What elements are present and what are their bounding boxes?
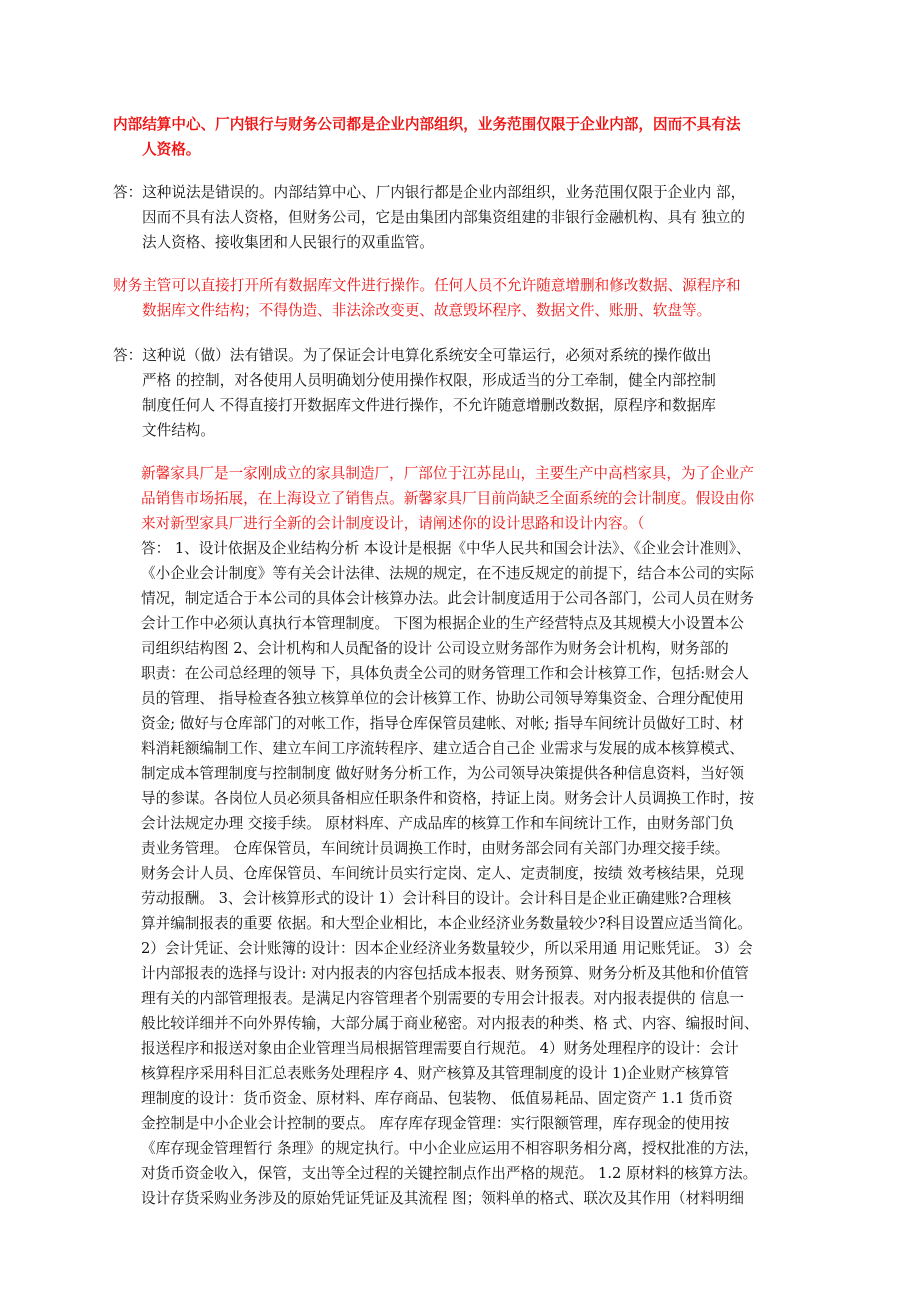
case-answer-line: 料消耗额编制工作、建立车间工序流转程序、建立适合自己企 业需求与发展的成本核算模式、 bbox=[141, 740, 744, 757]
case-answer-line: 核算程序采用科目汇总表账务处理程序 4、财产核算及其管理制度的设计 1)企业财产核算管 bbox=[141, 1065, 730, 1082]
case-answer-line: 情况，制定适合于本公司的具体会计核算办法。此会计制度适用于公司各部门，公司人员在财务 bbox=[141, 590, 754, 607]
case-answer-line: 《小企业会计制度》等有关会计法律、法规的规定，在不违反规定的前提下，结合本公司的实际 bbox=[141, 565, 754, 582]
case-answer-line: 会计工作中必须认真执行本管理制度。 下图为根据企业的生产经营特点及其规模大小设置本公 bbox=[141, 615, 744, 632]
case-answer-line: 理有关的内部管理报表。是满足内容管理者个别需要的专用会计报表。对内报表提供的 信息一 bbox=[141, 990, 744, 1007]
answer-2-line: 答：这种说（做）法有错误。为了保证会计电算化系统安全可靠运行，必须对系统的操作做出 bbox=[113, 347, 712, 364]
case-answer-line: 制定成本管理制度与控制制度 做好财务分析工作，为公司领导决策提供各种信息资料，当好领 bbox=[141, 765, 744, 782]
question-2 bbox=[113, 273, 803, 323]
case-question-line: 来对新型家具厂进行全新的会计制度设计，请阐述你的设计思路和设计内容。（ bbox=[141, 515, 645, 532]
answer-2-line: 制度任何人 不得直接打开数据库文件进行操作，不允许随意增删改数据，原程序和数据库 bbox=[142, 397, 716, 414]
case-answer-line: 报送程序和报送对象由企业管理当局根据管理需要自行规范。 4）财务处理程序的设计：会计 bbox=[141, 1040, 739, 1057]
answer-1-line: 答：这种说法是错误的。内部结算中心、厂内银行都是企业内部组织，业务范围仅限于企业内 部， bbox=[113, 184, 746, 201]
case-answer-line: 设计存货采购业务涉及的原始凭证凭证及其流程 图；领料单的格式、联次及其作用（材料明细 bbox=[141, 1190, 744, 1207]
case-answer-line: 答： 1、设计依据及企业结构分析 本设计是根据《中华人民共和国会计法》、《企业会计准则》、 bbox=[141, 540, 751, 557]
case-answer-line: 算并编制报表的重要 依据。和大型企业相比，本企业经济业务数量较少?科目设置应适当简化。 bbox=[141, 915, 752, 932]
case-answer-line: 员的管理、 指导检查各独立核算单位的会计核算工作、协助公司领导筹集资金、合理分配使用 bbox=[141, 690, 744, 707]
case-answer-line: 对货币资金收入，保管，支出等全过程的关键控制点作出严格的规范。 1.2 原材料的核算方法。 bbox=[141, 1165, 758, 1182]
case-answer-line: 财务会计人员、仓库保管员、车间统计员实行定岗、定人、定责制度，按绩 效考核结果，兑现 bbox=[141, 865, 744, 882]
question-2-line: 财务主管可以直接打开所有数据库文件进行操作。任何人员不允许随意增删和修改数据、源程序和 bbox=[113, 277, 741, 294]
case-answer-line: 司组织结构图 2、会计机构和人员配备的设计 公司设立财务部作为财务会计机构，财务部的 bbox=[141, 640, 729, 657]
case-answer-line: 般比较详细并不向外界传输，大部分属于商业秘密。对内报表的种类、格 式、内容、编报时间、 bbox=[141, 1015, 759, 1032]
question-2-line: 数据库文件结构；不得伪造、非法涂改变更、故意毁坏程序、数据文件、账册、软盘等。 bbox=[142, 302, 712, 319]
case-answer-line: 职责：在公司总经理的领导 下，具体负责全公司的财务管理工作和会计核算工作，包括:财会人 bbox=[141, 665, 749, 682]
case-answer-line: 资金; 做好与仓库部门的对帐工作，指导仓库保管员建帐、对帐; 指导车间统计员做好工时、材 bbox=[141, 715, 744, 732]
case-answer-line: 计内部报表的选择与设计: 对内报表的内容包括成本报表、财务预算、财务分析及其他和价值管 bbox=[141, 965, 749, 982]
case-answer-line: 2）会计凭证、会计账簿的设计：因本企业经济业务数量较少，所以采用通 用记账凭证。 3）会 bbox=[141, 940, 753, 957]
case-answer-line: 《库存现金管理暂行 条理》的规定执行。中小企业应运用不相容职务相分离，授权批准的方法， bbox=[141, 1140, 759, 1157]
case-answer-line: 劳动报酬。 3、会计核算形式的设计 1）会计科目的设计。会计科目是企业正确建账?合理核 bbox=[141, 890, 732, 907]
case-question-line: 品销售市场拓展，在上海设立了销售点。新馨家具厂目前尚缺乏全面系统的会计制度。假设由你 bbox=[141, 490, 754, 507]
case-answer-line: 金控制是中小企业会计控制的要点。 库存库存现金管理：实行限额管理，库存现金的使用按 bbox=[141, 1115, 730, 1132]
answer-2 bbox=[113, 343, 803, 443]
answer-1-line: 因而不具有法人资格，但财务公司，它是由集团内部集资组建的非银行金融机构、具有 独立的 bbox=[142, 209, 745, 226]
question-1-line: 内部结算中心、厂内银行与财务公司都是企业内部组织，业务范围仅限于企业内部，因而不具有法 bbox=[113, 116, 741, 133]
answer-2-line: 严格 的控制，对各使用人员明确划分使用操作权限，形成适当的分工牵制，健全内部控制 bbox=[142, 372, 716, 389]
case-answer-line: 导的参谋。各岗位人员必须具备相应任职条件和资格，持证上岗。财务会计人员调换工作时，按 bbox=[141, 790, 754, 807]
case-answer-line: 责业务管理。 仓库保管员，车间统计员调换工作时，由财务部会同有关部门办理交接手续。 bbox=[141, 840, 730, 857]
answer-1 bbox=[113, 180, 803, 255]
case-question-line: 新馨家具厂是一家刚成立的家具制造厂，厂部位于江苏昆山，主要生产中高档家具，为了企业产 bbox=[141, 465, 754, 482]
answer-1-line: 法人资格、接收集团和人民银行的双重监管。 bbox=[142, 234, 434, 251]
case-answer-line: 理制度的设计：货币资金、原材料、库存商品、包装物、 低值易耗品、固定资产 1.1 货币资 bbox=[141, 1090, 733, 1107]
case-answer-line: 会计法规定办理 交接手续。 原材料库、产成品库的核算工作和车间统计工作，由财务部门负 bbox=[141, 815, 735, 832]
question-1-line: 人资格。 bbox=[142, 141, 201, 158]
question-1 bbox=[113, 112, 803, 162]
case-study bbox=[141, 461, 803, 1211]
answer-2-line: 文件结构。 bbox=[142, 422, 215, 439]
